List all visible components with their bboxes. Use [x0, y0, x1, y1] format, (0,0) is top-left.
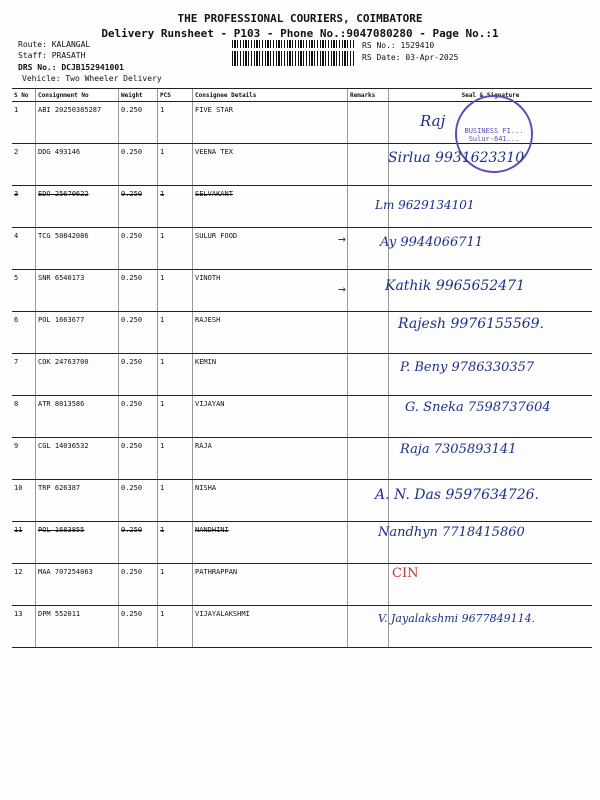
row-consignee: SULUR FOOD	[193, 228, 348, 270]
row-sno: 11	[12, 522, 36, 564]
row-consignment-no: ATR 8013586	[36, 396, 119, 438]
col-consignment: Consignment No	[36, 89, 119, 102]
drs-number: DRS No.: DCJB152941001	[18, 63, 124, 72]
row-consignee: VIJAYALAKSHMI	[193, 606, 348, 648]
row-consignment-no: TCG 50842086	[36, 228, 119, 270]
row-consignment-no: MAA 707254063	[36, 564, 119, 606]
row-remarks	[348, 270, 389, 312]
row-pcs: 1	[158, 480, 193, 522]
signature-3: Lm 9629134101	[375, 198, 475, 212]
row-remarks	[348, 354, 389, 396]
signature-4: Ay 9944066711	[380, 235, 484, 250]
row-remarks	[348, 144, 389, 186]
row-consignment-no: COK 24763700	[36, 354, 119, 396]
row-sno: 13	[12, 606, 36, 648]
row-weight: 0.250	[119, 228, 158, 270]
signature-13: V. Jayalakshmi 9677849114.	[378, 612, 536, 625]
row-consignee: VEENA TEX	[193, 144, 348, 186]
col-signature: Seal & Signature	[389, 89, 593, 102]
table-row	[12, 228, 592, 270]
row-weight: 0.250	[119, 312, 158, 354]
signature-10: A. N. Das 9597634726.	[375, 487, 539, 503]
row-consignee: NANDHINI	[193, 522, 348, 564]
signature-7: P. Beny 9786330357	[400, 360, 535, 375]
row-pcs: 1	[158, 522, 193, 564]
row-consignee: NISHA	[193, 480, 348, 522]
row-sno: 4	[12, 228, 36, 270]
row-pcs: 1	[158, 144, 193, 186]
table-row	[12, 564, 592, 606]
row-pcs: 1	[158, 312, 193, 354]
row-weight: 0.250	[119, 564, 158, 606]
row-consignee: SELVAKANT	[193, 186, 348, 228]
signature-2: Sirlua 9931623310	[388, 150, 525, 166]
row-weight: 0.250	[119, 144, 158, 186]
row-pcs: 1	[158, 270, 193, 312]
row-pcs: 1	[158, 186, 193, 228]
signature-8: G. Sneka 7598737604	[405, 400, 551, 415]
row-sno: 8	[12, 396, 36, 438]
row-weight: 0.250	[119, 186, 158, 228]
row-consignee: VINOTH	[193, 270, 348, 312]
row-sno: 6	[12, 312, 36, 354]
row-consignment-no: POL 1663677	[36, 312, 119, 354]
row-sno: 5	[12, 270, 36, 312]
row-consignee: RAJA	[193, 438, 348, 480]
row-remarks	[348, 438, 389, 480]
route: Route: KALANGAL	[18, 40, 91, 49]
row-pcs: 1	[158, 354, 193, 396]
row-consignee: PATHRAPPAN	[193, 564, 348, 606]
row-consignment-no: TRP 626387	[36, 480, 119, 522]
runsheet-subtitle: Delivery Runsheet - P103 - Phone No.:9047080280 - Page No.:1	[101, 27, 499, 40]
row-weight: 0.250	[119, 270, 158, 312]
row-sno: 2	[12, 144, 36, 186]
row-weight: 0.250	[119, 102, 158, 144]
row-consignment-no: DDG 493146	[36, 144, 119, 186]
row-remarks	[348, 564, 389, 606]
col-remarks: Remarks	[348, 89, 389, 102]
business-seal: BUSINESS FI... Sulur-641...	[455, 95, 533, 173]
row-sno: 1	[12, 102, 36, 144]
row-consignment-no: EDO 25670622	[36, 186, 119, 228]
row-consignment-no: ABI 20250385287	[36, 102, 119, 144]
table-row	[12, 186, 592, 228]
row-pcs: 1	[158, 438, 193, 480]
row-remarks	[348, 312, 389, 354]
barcode	[232, 40, 354, 66]
row-weight: 0.250	[119, 354, 158, 396]
row-remarks	[348, 396, 389, 438]
signature-1: Raj	[420, 112, 446, 130]
col-sno: S No	[12, 89, 36, 102]
col-consignee: Consignee Details	[193, 89, 348, 102]
row-pcs: 1	[158, 228, 193, 270]
rs-number: RS No.: 1529410	[362, 41, 435, 50]
staff: Staff: PRASATH	[18, 51, 86, 60]
row-sno: 9	[12, 438, 36, 480]
row-weight: 0.250	[119, 438, 158, 480]
row-pcs: 1	[158, 396, 193, 438]
remark-cin: CIN	[392, 566, 419, 581]
signature-6: Rajesh 9976155569.	[398, 316, 545, 332]
vehicle: Vehicle: Two Wheeler Delivery	[22, 74, 162, 83]
arrow-mark-icon: →	[338, 232, 346, 247]
row-consignment-no: POL 1683855	[36, 522, 119, 564]
row-consignment-no: DPM 552011	[36, 606, 119, 648]
row-weight: 0.250	[119, 480, 158, 522]
row-pcs: 1	[158, 102, 193, 144]
row-sno: 10	[12, 480, 36, 522]
signature-5: Kathik 9965652471	[385, 278, 525, 294]
row-weight: 0.250	[119, 522, 158, 564]
arrow-mark-icon: →	[338, 282, 346, 297]
row-consignee: KEMIN	[193, 354, 348, 396]
row-remarks	[348, 102, 389, 144]
row-consignment-no: SNR 6540173	[36, 270, 119, 312]
row-consignee: RAJESH	[193, 312, 348, 354]
row-sno: 12	[12, 564, 36, 606]
rs-date: RS Date: 03-Apr-2025	[362, 53, 459, 62]
row-pcs: 1	[158, 606, 193, 648]
row-sno: 3	[12, 186, 36, 228]
row-weight: 0.250	[119, 606, 158, 648]
col-pcs: PCS	[158, 89, 193, 102]
col-weight: Weight	[119, 89, 158, 102]
row-sno: 7	[12, 354, 36, 396]
row-weight: 0.250	[119, 396, 158, 438]
row-consignment-no: CGL 14036532	[36, 438, 119, 480]
signature-9: Raja 7305893141	[400, 442, 517, 457]
signature-11: Nandhyn 7718415860	[378, 525, 525, 540]
row-signature-cell	[389, 564, 593, 606]
row-consignee: VIJAYAN	[193, 396, 348, 438]
row-consignee: FIVE STAR	[193, 102, 348, 144]
row-pcs: 1	[158, 564, 193, 606]
document-title: THE PROFESSIONAL COURIERS, COIMBATORE	[177, 12, 423, 25]
